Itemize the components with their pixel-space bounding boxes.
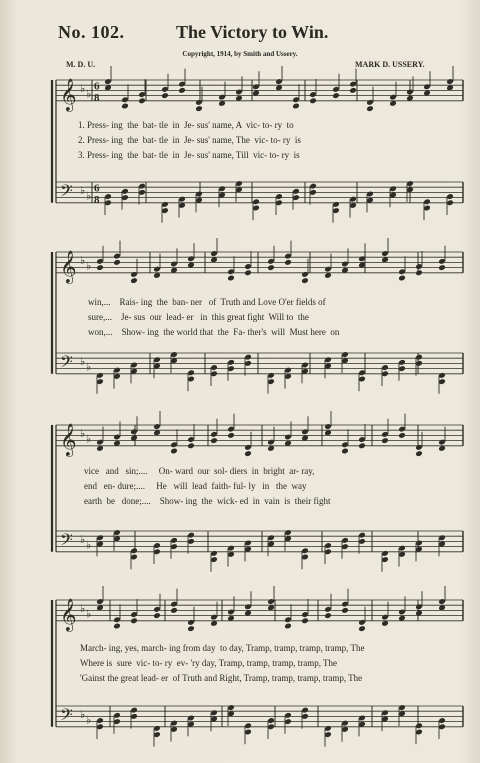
treble-clef: 𝄞 (60, 249, 77, 283)
flat-sign: ♭ (80, 184, 86, 197)
note-head (138, 97, 146, 104)
note-head (195, 105, 203, 112)
note-head (121, 103, 129, 110)
note-head (341, 607, 349, 614)
note-head (210, 437, 218, 444)
note-head (358, 625, 366, 632)
note-head (332, 92, 340, 99)
note-head (113, 623, 121, 630)
lyrics-system-4 (0, 643, 480, 683)
note-head (415, 269, 423, 276)
treble-clef: 𝄞 (60, 422, 77, 456)
time-signature: 6 (94, 182, 100, 195)
treble-clef: 𝄞 (60, 77, 77, 111)
lyricist-credit: M. D. U. (66, 60, 96, 69)
lyric-line: 2. Press- ing the bat- tle in Je- sus' name, The vic- to- ry is (78, 135, 301, 145)
note-head (415, 450, 423, 457)
lyric-line: 'Gainst the great lead- er of Truth and Right, Tramp, tramp, tramp, tramp, The (80, 673, 363, 683)
note-head (366, 105, 374, 112)
note-head (381, 437, 389, 444)
flat-sign: ♭ (80, 82, 86, 95)
lyrics-system-2 (0, 297, 480, 337)
note-head (358, 442, 366, 449)
lyrics-system-1 (0, 120, 480, 160)
flat-sign: ♭ (86, 539, 92, 552)
note-head (309, 97, 317, 104)
lyric-line: sure,... Je- sus our lead- er in this great fight Will to the (88, 312, 309, 322)
note-head (301, 617, 309, 624)
note-head (324, 612, 332, 619)
note-head (267, 264, 275, 271)
note-head (301, 277, 309, 284)
flat-sign: ♭ (86, 190, 92, 203)
lyric-line: Where is sure vic- to- ry ev- 'ry day, Tramp, tramp, tramp, tramp, The (80, 658, 338, 668)
flat-sign: ♭ (86, 260, 92, 273)
composer-credit: MARK D. USSERY. (355, 60, 425, 69)
note-head (341, 448, 349, 455)
note-head (244, 269, 252, 276)
note-head (113, 259, 121, 266)
lyric-line: earth be done;.... Show- ing the wick- ed in vain is their fight (84, 496, 331, 506)
note-head (292, 103, 300, 110)
lyric-line: win,... Rais- ing the ban- ner of Truth and Love O'er fields of (88, 297, 326, 307)
note-head (170, 448, 178, 455)
note-head (284, 623, 292, 630)
flat-sign: ♭ (80, 254, 86, 267)
lyric-line: 3. Press- ing the bat- tle in Je- sus' name, Till vic- to- ry is (78, 150, 300, 160)
note-head (178, 87, 186, 94)
flat-sign: ♭ (80, 355, 86, 368)
flat-sign: ♭ (80, 427, 86, 440)
hymn-number: No. 102. (58, 22, 125, 42)
note-head (438, 264, 446, 271)
lyric-line: March- ing, yes, march- ing from day to day, Tramp, tramp, tramp, tramp, The (80, 643, 365, 653)
note-head (187, 442, 195, 449)
note-head (398, 432, 406, 439)
time-signature: 8 (94, 91, 100, 104)
bass-clef: 𝄢 (60, 351, 73, 376)
bass-clef: 𝄢 (60, 529, 73, 554)
bass-clef: 𝄢 (60, 704, 73, 729)
flat-sign: ♭ (86, 608, 92, 621)
note-head (187, 625, 195, 632)
note-head (284, 259, 292, 266)
time-signature: 8 (94, 193, 100, 206)
flat-sign: ♭ (86, 361, 92, 374)
time-signature: 6 (94, 80, 100, 93)
lyrics-system-3 (0, 466, 480, 506)
note-head (130, 617, 138, 624)
note-head (227, 432, 235, 439)
note-head (244, 450, 252, 457)
note-head (398, 275, 406, 282)
note-head (96, 264, 104, 271)
lyric-line: 1. Press- ing the bat- tle in Je- sus' name, A vic- to- ry to (78, 120, 294, 130)
copyright-notice: Copyright, 1914, by Smith and Ussery. (182, 50, 298, 58)
note-head (227, 275, 235, 282)
bass-clef: 𝄢 (60, 180, 73, 205)
note-head (349, 87, 357, 94)
note-head (170, 607, 178, 614)
note-head (130, 277, 138, 284)
note-head (153, 612, 161, 619)
note-head (161, 92, 169, 99)
flat-sign: ♭ (80, 602, 86, 615)
hymn-title: The Victory to Win. (176, 22, 329, 42)
flat-sign: ♭ (80, 533, 86, 546)
flat-sign: ♭ (86, 88, 92, 101)
lyric-line: won,... Show- ing the world that the Fa- ther's will Must here on (88, 327, 340, 337)
treble-clef: 𝄞 (60, 597, 77, 631)
flat-sign: ♭ (86, 433, 92, 446)
lyric-line: end en- dure;.... He will lead faith- ful- ly in the way (84, 481, 307, 491)
flat-sign: ♭ (80, 708, 86, 721)
flat-sign: ♭ (86, 714, 92, 727)
lyric-line: vice and sin;.... On- ward our sol- diers in bright ar- ray, (84, 466, 315, 476)
